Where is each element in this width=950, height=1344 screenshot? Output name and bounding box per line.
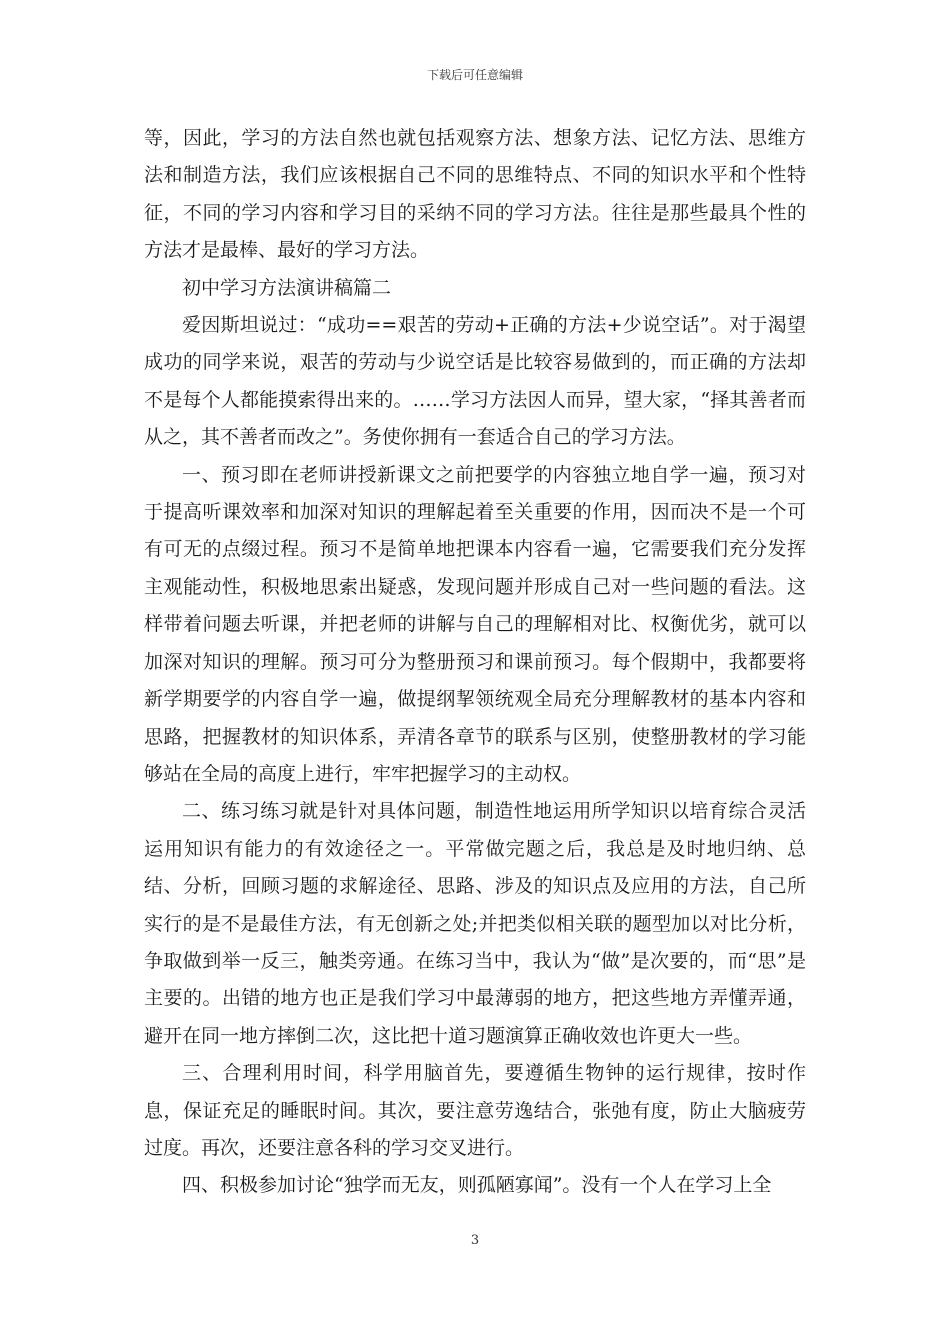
paragraph-practice: 二、练习练习就是针对具体问题，制造性地运用所学知识以培育综合灵活运用知识有能力的有效途径之一。平常做完题之后，我总是及时地归纳、总结、分析，回顾习题的求解途径、思路、涉及的知识点及应用的方法，自己所实行的是不是最佳方法，有无创新之处;并把类似相关联的题型加以对比分析，争取做到举一反三，触类旁通。在练习当中，我认为“做”是次要的，而“思”是主要的。出错的地方也正是我们学习中最薄弱的地方，把这些地方弄懂弄通，避开在同一地方摔倒二次，这比把十道习题演算正确收效也许更大一些。 xyxy=(144,800,806,1047)
paragraph-intro: 爱因斯坦说过：“成功==艰苦的劳动+正确的方法+少说空话”。对于渴望成功的同学来说，艰苦的劳动与少说空话是比较容易做到的，而正确的方法却不是每个人都能摸索得出来的。……学习方法因人而异，望大家，“择其善者而从之，其不善者而改之”。务使你拥有一套适合自己的学习方法。 xyxy=(144,314,806,449)
paragraph-discussion: 四、积极参加讨论“独学而无友，则孤陋寡闻”。没有一个人在学习上全 xyxy=(182,1174,772,1197)
section-title: 初中学习方法演讲稿篇二 xyxy=(182,276,392,299)
page-header: 下载后可任意编辑 xyxy=(426,68,523,82)
document-body xyxy=(144,120,806,1205)
paragraph-preview: 一、预习即在老师讲授新课文之前把要学的内容独立地自学一遍，预习对于提高听课效率和加深对知识的理解起着至关重要的作用，因而决不是一个可有可无的点缀过程。预习不是简单地把课本内容看一遍，它需要我们充分发挥主观能动性，积极地思索出疑惑，发现问题并形成自己对一些问题的看法。这样带着问题去听课，并把老师的讲解与自己的理解相对比、权衡优劣，就可以加深对知识的理解。预习可分为整册预习和课前预习。每个假期中，我都要将新学期要学的内容自学一遍，做提纲挈领统观全局充分理解教材的基本内容和思路，把握教材的知识体系，弄清各章节的联系与区别，使整册教材的学习能够站在全局的高度上进行，牢牢把握学习的主动权。 xyxy=(144,463,806,785)
paragraph-time: 三、合理利用时间，科学用脑首先，要遵循生物钟的运行规律，按时作息，保证充足的睡眠时间。其次，要注意劳逸结合，张弛有度，防止大脑疲劳过度。再次，还要注意各科的学习交叉进行。 xyxy=(144,1062,806,1159)
page-number: 3 xyxy=(470,1233,480,1248)
paragraph-continuation: 等，因此，学习的方法自然也就包括观察方法、想象方法、记忆方法、思维方法和制造方法，我们应该根据自己不同的思维特点、不同的知识水平和个性特征，不同的学习内容和学习目的采纳不同的学习方法。往往是那些最具个性的方法才是最棒、最好的学习方法。 xyxy=(144,127,806,262)
